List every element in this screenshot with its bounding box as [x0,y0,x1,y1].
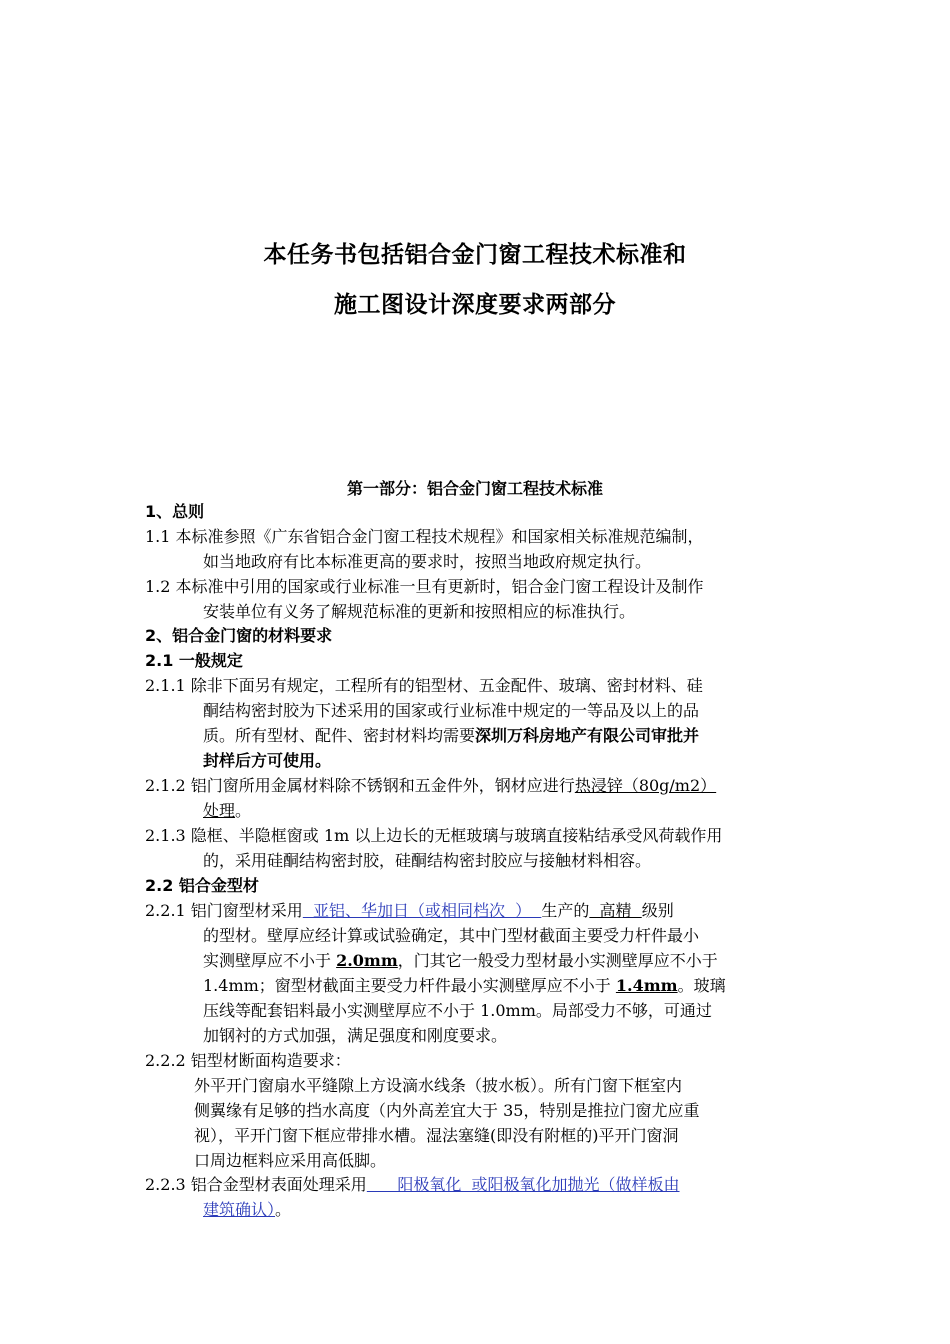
hot-dip-galvanizing-spec: 热浸锌（80g/m2） [574,776,717,795]
section-2-2-heading: 2.2 铝合金型材 [145,876,259,895]
clause-1-2-line-1: 1.2 本标准中引用的国家或行业标准一旦有更新时，铝合金门窗工程设计及制作 [145,577,704,596]
clause-1-1-line-1: 1.1 本标准参照《广东省铝合金门窗工程技术规程》和国家相关标准规范编制， [145,527,704,546]
clause-2-1-1-line-2: 酮结构密封胶为下述采用的国家或行业标准中规定的一等品及以上的品 [203,701,700,720]
clause-2-1-2-line-2 [203,799,251,823]
clause-2-1-1-text: 质。所有型材、配件、密封材料均需要 [203,726,476,745]
section-2-heading: 2、铝合金门窗的材料要求 [145,626,333,645]
window-wall-thickness-value: 1.4mm [615,976,678,995]
manufacturer-field: 亚铝、华加日（或相同档次 ） [302,901,542,920]
clause-2-2-2-line-1: 2.2.2 铝型材断面构造要求： [145,1051,351,1070]
door-wall-thickness-value: 2.0mm [336,951,398,970]
document-title-line-2: 施工图设计深度要求两部分 [334,292,616,318]
part-one-heading: 第一部分：铝合金门窗工程技术标准 [346,479,603,498]
surface-treatment-period: 。 [275,1200,292,1219]
clause-1-2-line-2: 安装单位有义务了解规范标准的更新和按照相应的标准执行。 [203,602,636,621]
document-title-line-1: 本任务书包括铝合金门窗工程技术标准和 [263,242,687,268]
clause-2-2-1-line-6: 加钢衬的方式加强，满足强度和刚度要求。 [203,1026,508,1045]
clause-2-2-3-line-1 [145,1173,680,1197]
clause-2-1-1-line-4: 封样后方可使用。 [203,751,332,770]
section-1-heading: 1、总则 [145,502,205,521]
clause-2-2-3-line-2 [203,1198,291,1222]
grade-field: 高精 [589,901,642,920]
surface-treatment-field: 阳极氧化 或阳极氧化加抛光（做样板由 [366,1175,680,1194]
clause-2-2-1-text-c: 级别 [641,901,674,920]
treatment-period: 。 [235,801,252,820]
clause-1-1-line-2: 如当地政府有比本标准更高的要求时，按照当地政府规定执行。 [203,552,652,571]
clause-2-2-2-line-4: 视），平开门窗下框应带排水槽。湿法塞缝(即没有附框的)平开门窗洞 [194,1126,679,1145]
clause-2-1-2-line-1 [145,774,716,798]
clause-2-2-1-text-d: 实测壁厚应不小于 [203,951,337,970]
clause-2-1-2-text: 2.1.2 铝门窗所用金属材料除不锈钢和五金件外，钢材应进行 [145,776,575,795]
clause-2-2-1-line-5: 压线等配套铝料最小实测壁厚应不小于 1.0mm。局部受力不够，可通过 [203,1001,712,1020]
clause-2-2-1-text-a: 2.2.1 铝门窗型材采用 [145,901,303,920]
clause-2-2-2-line-5: 口周边框料应采用高低脚。 [194,1151,387,1170]
clause-2-2-1-line-4 [203,974,726,998]
surface-treatment-field-cont: 建筑确认） [203,1200,276,1219]
clause-2-1-3-line-1: 2.1.3 隐框、半隐框窗或 1m 以上边长的无框玻璃与玻璃直接粘结承受风荷载作用 [145,826,723,845]
treatment-underlined: 处理 [203,801,236,820]
clause-2-2-1-line-3 [203,949,718,973]
clause-2-2-1-line-1 [145,899,674,923]
clause-2-2-1-text-f: 1.4mm；窗型材截面主要受力杆件最小实测壁厚应不小于 [203,976,616,995]
clause-2-2-1-text-b: 生产的 [541,901,590,920]
clause-2-2-3-text: 2.2.3 铝合金型材表面处理采用 [145,1175,367,1194]
clause-2-2-1-line-2: 的型材。壁厚应经计算或试验确定，其中门型材截面主要受力杆件最小 [203,926,700,945]
clause-2-2-1-text-e: ，门其它一般受力型材最小实测壁厚应不小于 [397,951,718,970]
clause-2-2-2-line-2: 外平开门窗扇水平缝隙上方设滴水线条（披水板）。所有门窗下框室内 [194,1076,683,1095]
approval-authority-text: 深圳万科房地产有限公司审批并 [475,726,700,745]
clause-2-1-1-line-1: 2.1.1 除非下面另有规定，工程所有的铝型材、五金配件、玻璃、密封材料、硅 [145,676,703,695]
section-2-1-heading: 2.1 一般规定 [145,651,243,670]
clause-2-2-1-text-g: 。玻璃 [677,976,726,995]
clause-2-1-1-line-3 [203,724,699,748]
clause-2-2-2-line-3: 侧翼缘有足够的挡水高度（内外高差宜大于 35，特别是推拉门窗尤应重 [194,1101,700,1120]
clause-2-1-3-line-2: 的，采用硅酮结构密封胶，硅酮结构密封胶应与接触材料相容。 [203,851,652,870]
